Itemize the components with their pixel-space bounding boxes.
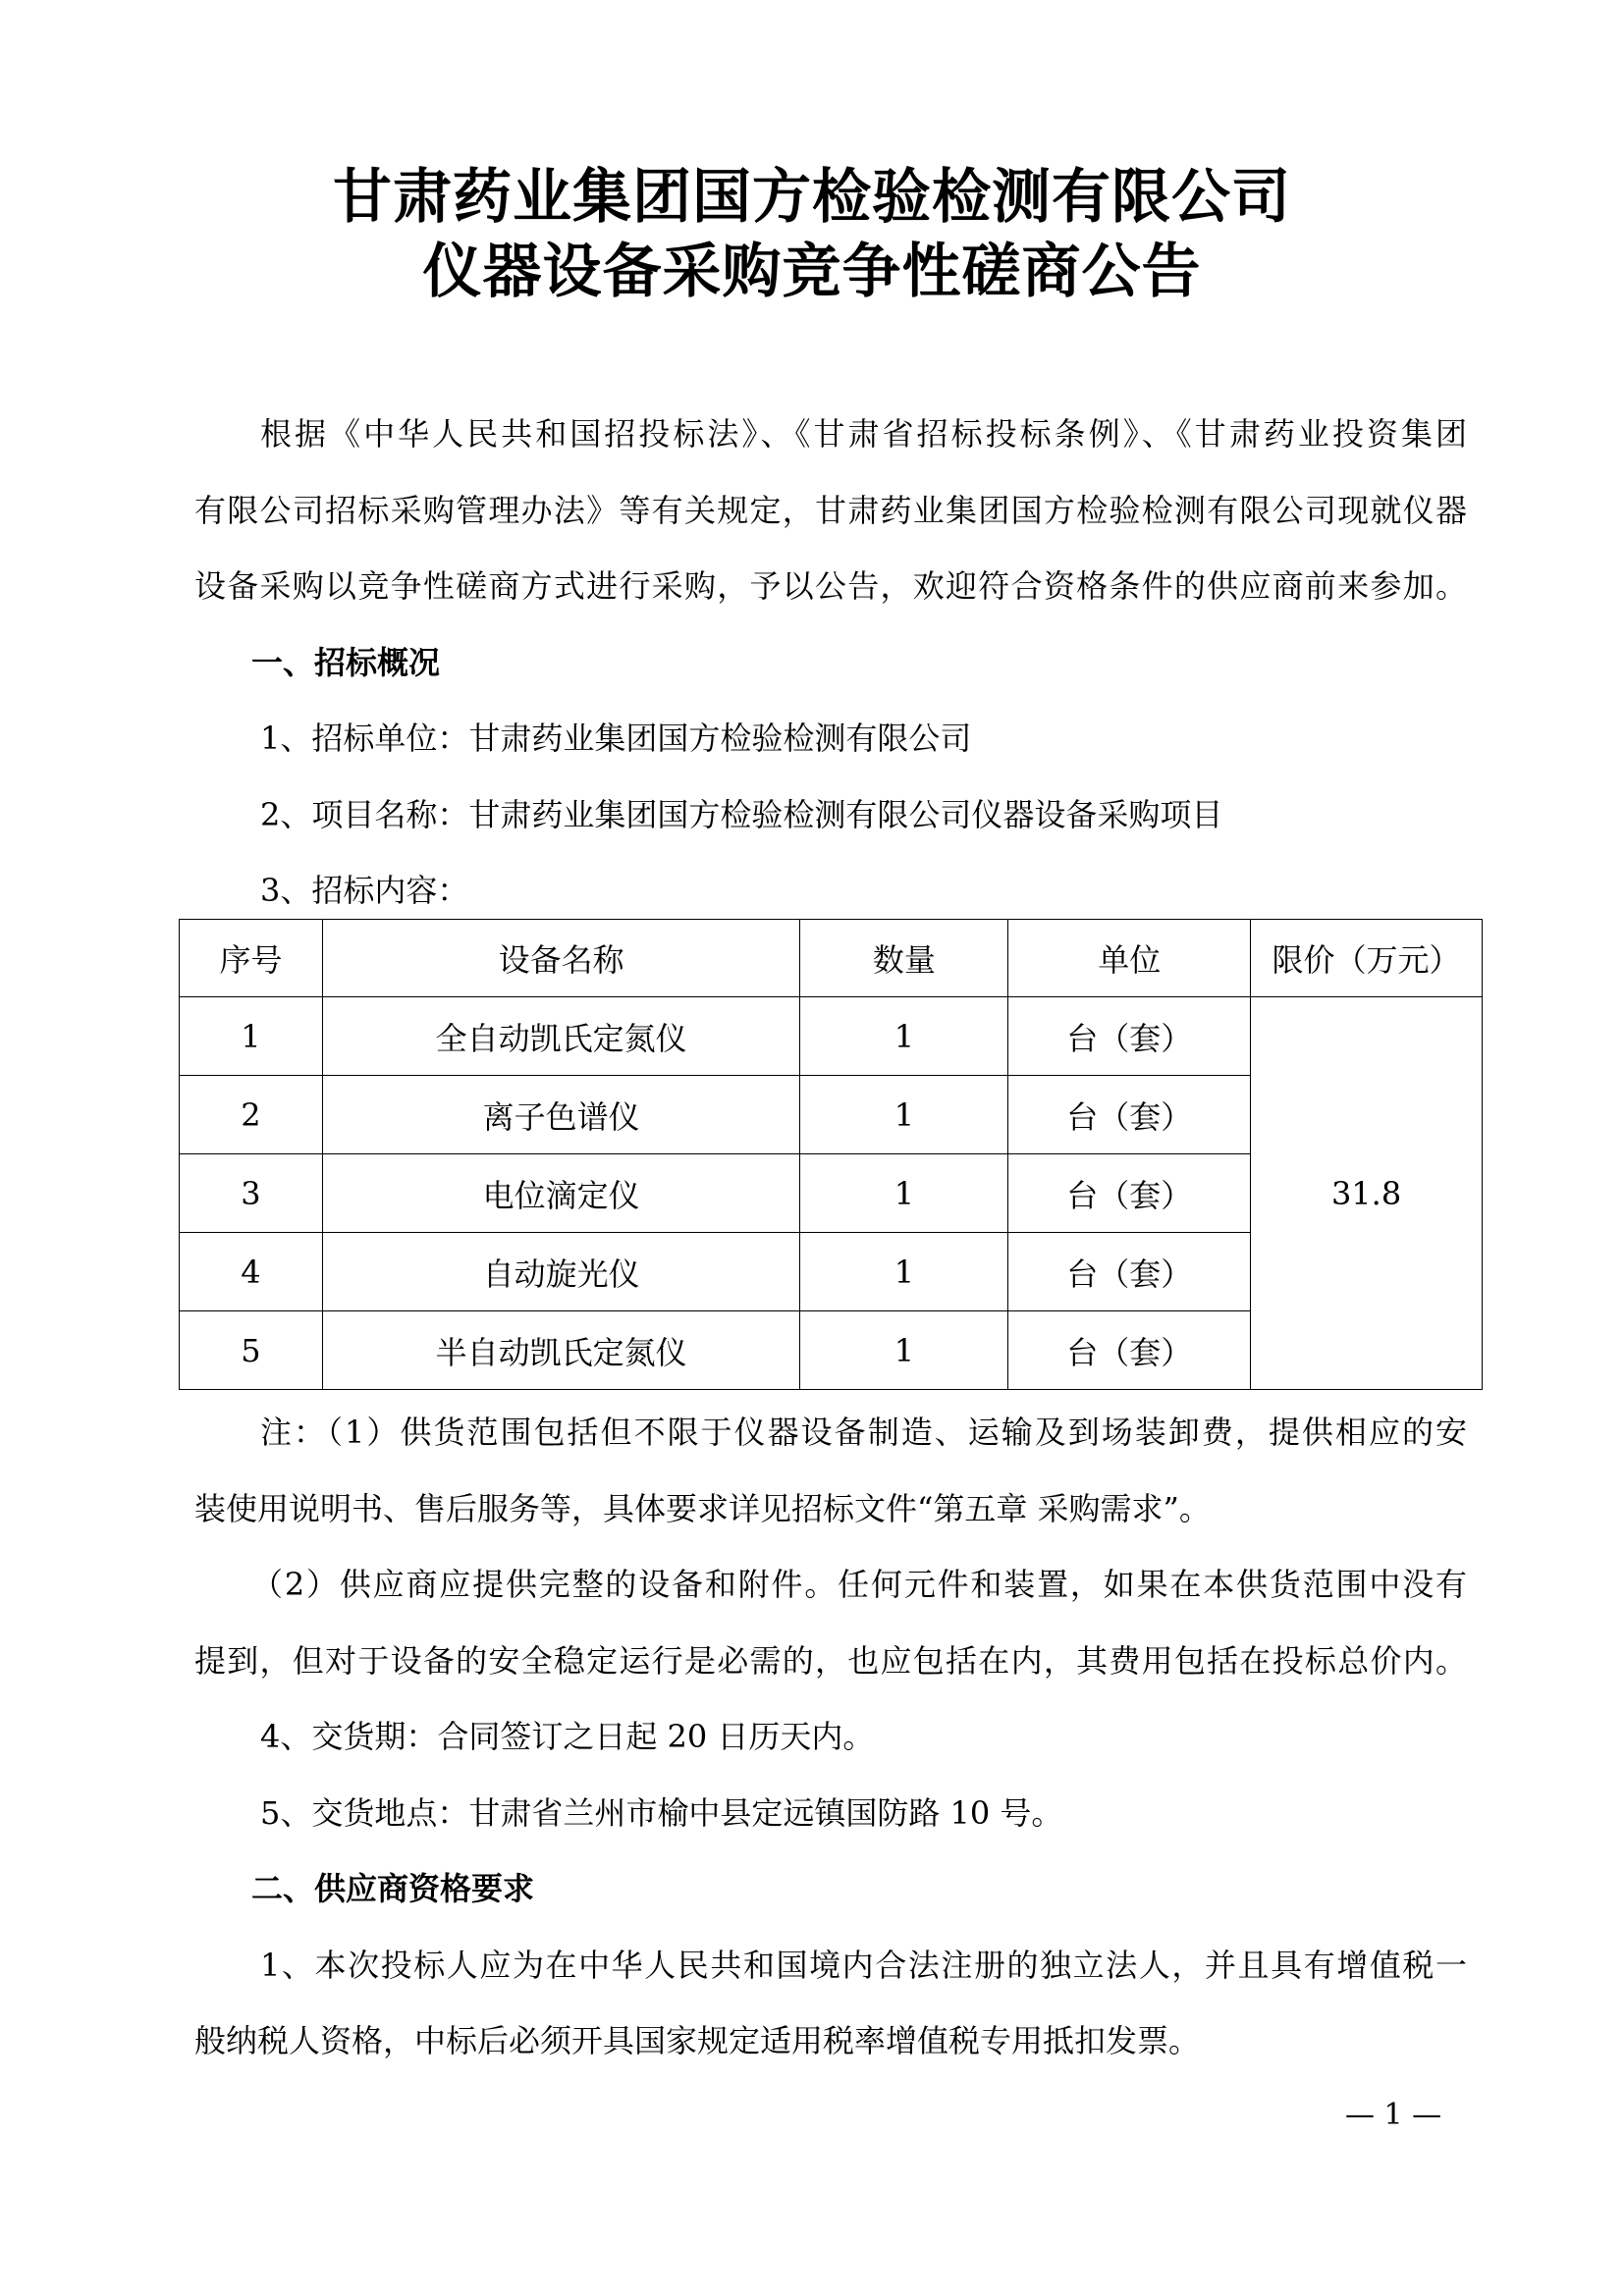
table-header-row (180, 920, 1483, 997)
row-name: 自动旋光仪 (322, 1233, 800, 1311)
qualification-line: 1、本次投标人应为在中华人民共和国境内合法注册的独立法人，并且具有增值税一 (260, 1946, 1467, 1984)
section-heading-overview: 一、招标概况 (251, 643, 441, 681)
document-title-line1: 甘肃药业集团国方检验检测有限公司 (333, 163, 1291, 232)
page-number: — 1 — (1345, 2098, 1442, 2132)
row-unit: 台（套） (1008, 997, 1251, 1076)
intro-line: 设备采购以竞争性磋商方式进行采购，予以公告，欢迎符合资格条件的供应商前来参加。 (194, 567, 1467, 605)
price-limit: 31.8 (1251, 997, 1483, 1390)
note-line: 注：（1）供货范围包括但不限于仪器设备制造、运输及到场装卸费，提供相应的安 (260, 1414, 1467, 1451)
table-row (180, 997, 1483, 1076)
project-name: 2、项目名称：甘肃药业集团国方检验检测有限公司仪器设备采购项目 (260, 795, 1223, 833)
header-name: 设备名称 (322, 920, 800, 997)
row-no: 2 (180, 1076, 323, 1154)
row-name: 离子色谱仪 (322, 1076, 800, 1154)
row-qty: 1 (800, 1076, 1008, 1154)
note-line: （2）供应商应提供完整的设备和附件。任何元件和装置，如果在本供货范围中没有 (251, 1566, 1467, 1603)
row-qty: 1 (800, 997, 1008, 1076)
row-no: 5 (180, 1311, 323, 1390)
document-title-line2: 仪器设备采购竞争性磋商公告 (422, 238, 1202, 306)
row-qty: 1 (800, 1233, 1008, 1311)
row-no: 3 (180, 1154, 323, 1233)
row-unit: 台（套） (1008, 1076, 1251, 1154)
row-unit: 台（套） (1008, 1233, 1251, 1311)
row-qty: 1 (800, 1311, 1008, 1390)
delivery-period: 4、交货期：合同签订之日起 20 日历天内。 (260, 1718, 875, 1755)
intro-line: 根据《中华人民共和国招投标法》、《甘肃省招标投标条例》、《甘肃药业投资集团 (260, 415, 1467, 453)
note-line: 提到，但对于设备的安全稳定运行是必需的，也应包括在内，其费用包括在投标总价内。 (194, 1641, 1467, 1680)
row-unit: 台（套） (1008, 1311, 1251, 1390)
bidding-content-label: 3、招标内容： (260, 872, 469, 909)
bidding-unit: 1、招标单位：甘肃药业集团国方检验检测有限公司 (260, 720, 972, 757)
header-unit: 单位 (1008, 920, 1251, 997)
delivery-location: 5、交货地点：甘肃省兰州市榆中县定远镇国防路 10 号。 (260, 1793, 1063, 1832)
intro-line: 有限公司招标采购管理办法》等有关规定，甘肃药业集团国方检验检测有限公司现就仪器 (194, 491, 1467, 529)
row-qty: 1 (800, 1154, 1008, 1233)
intro-section (194, 397, 1467, 930)
notes-section (194, 1395, 1467, 2080)
row-no: 1 (180, 997, 323, 1076)
equipment-table (179, 919, 1483, 1390)
row-name: 全自动凯氏定氮仪 (322, 997, 800, 1076)
note-line: 装使用说明书、售后服务等，具体要求详见招标文件“第五章 采购需求”。 (194, 1489, 1211, 1527)
row-name: 半自动凯氏定氮仪 (322, 1311, 800, 1390)
header-price: 限价（万元） (1251, 920, 1483, 997)
qualification-line: 般纳税人资格，中标后必须开具国家规定适用税率增值税专用抵扣发票。 (194, 2022, 1201, 2059)
row-unit: 台（套） (1008, 1154, 1251, 1233)
header-qty: 数量 (800, 920, 1008, 997)
row-no: 4 (180, 1233, 323, 1311)
row-name: 电位滴定仪 (322, 1154, 800, 1233)
section-heading-qualifications: 二、供应商资格要求 (251, 1870, 535, 1907)
header-no: 序号 (180, 920, 323, 997)
